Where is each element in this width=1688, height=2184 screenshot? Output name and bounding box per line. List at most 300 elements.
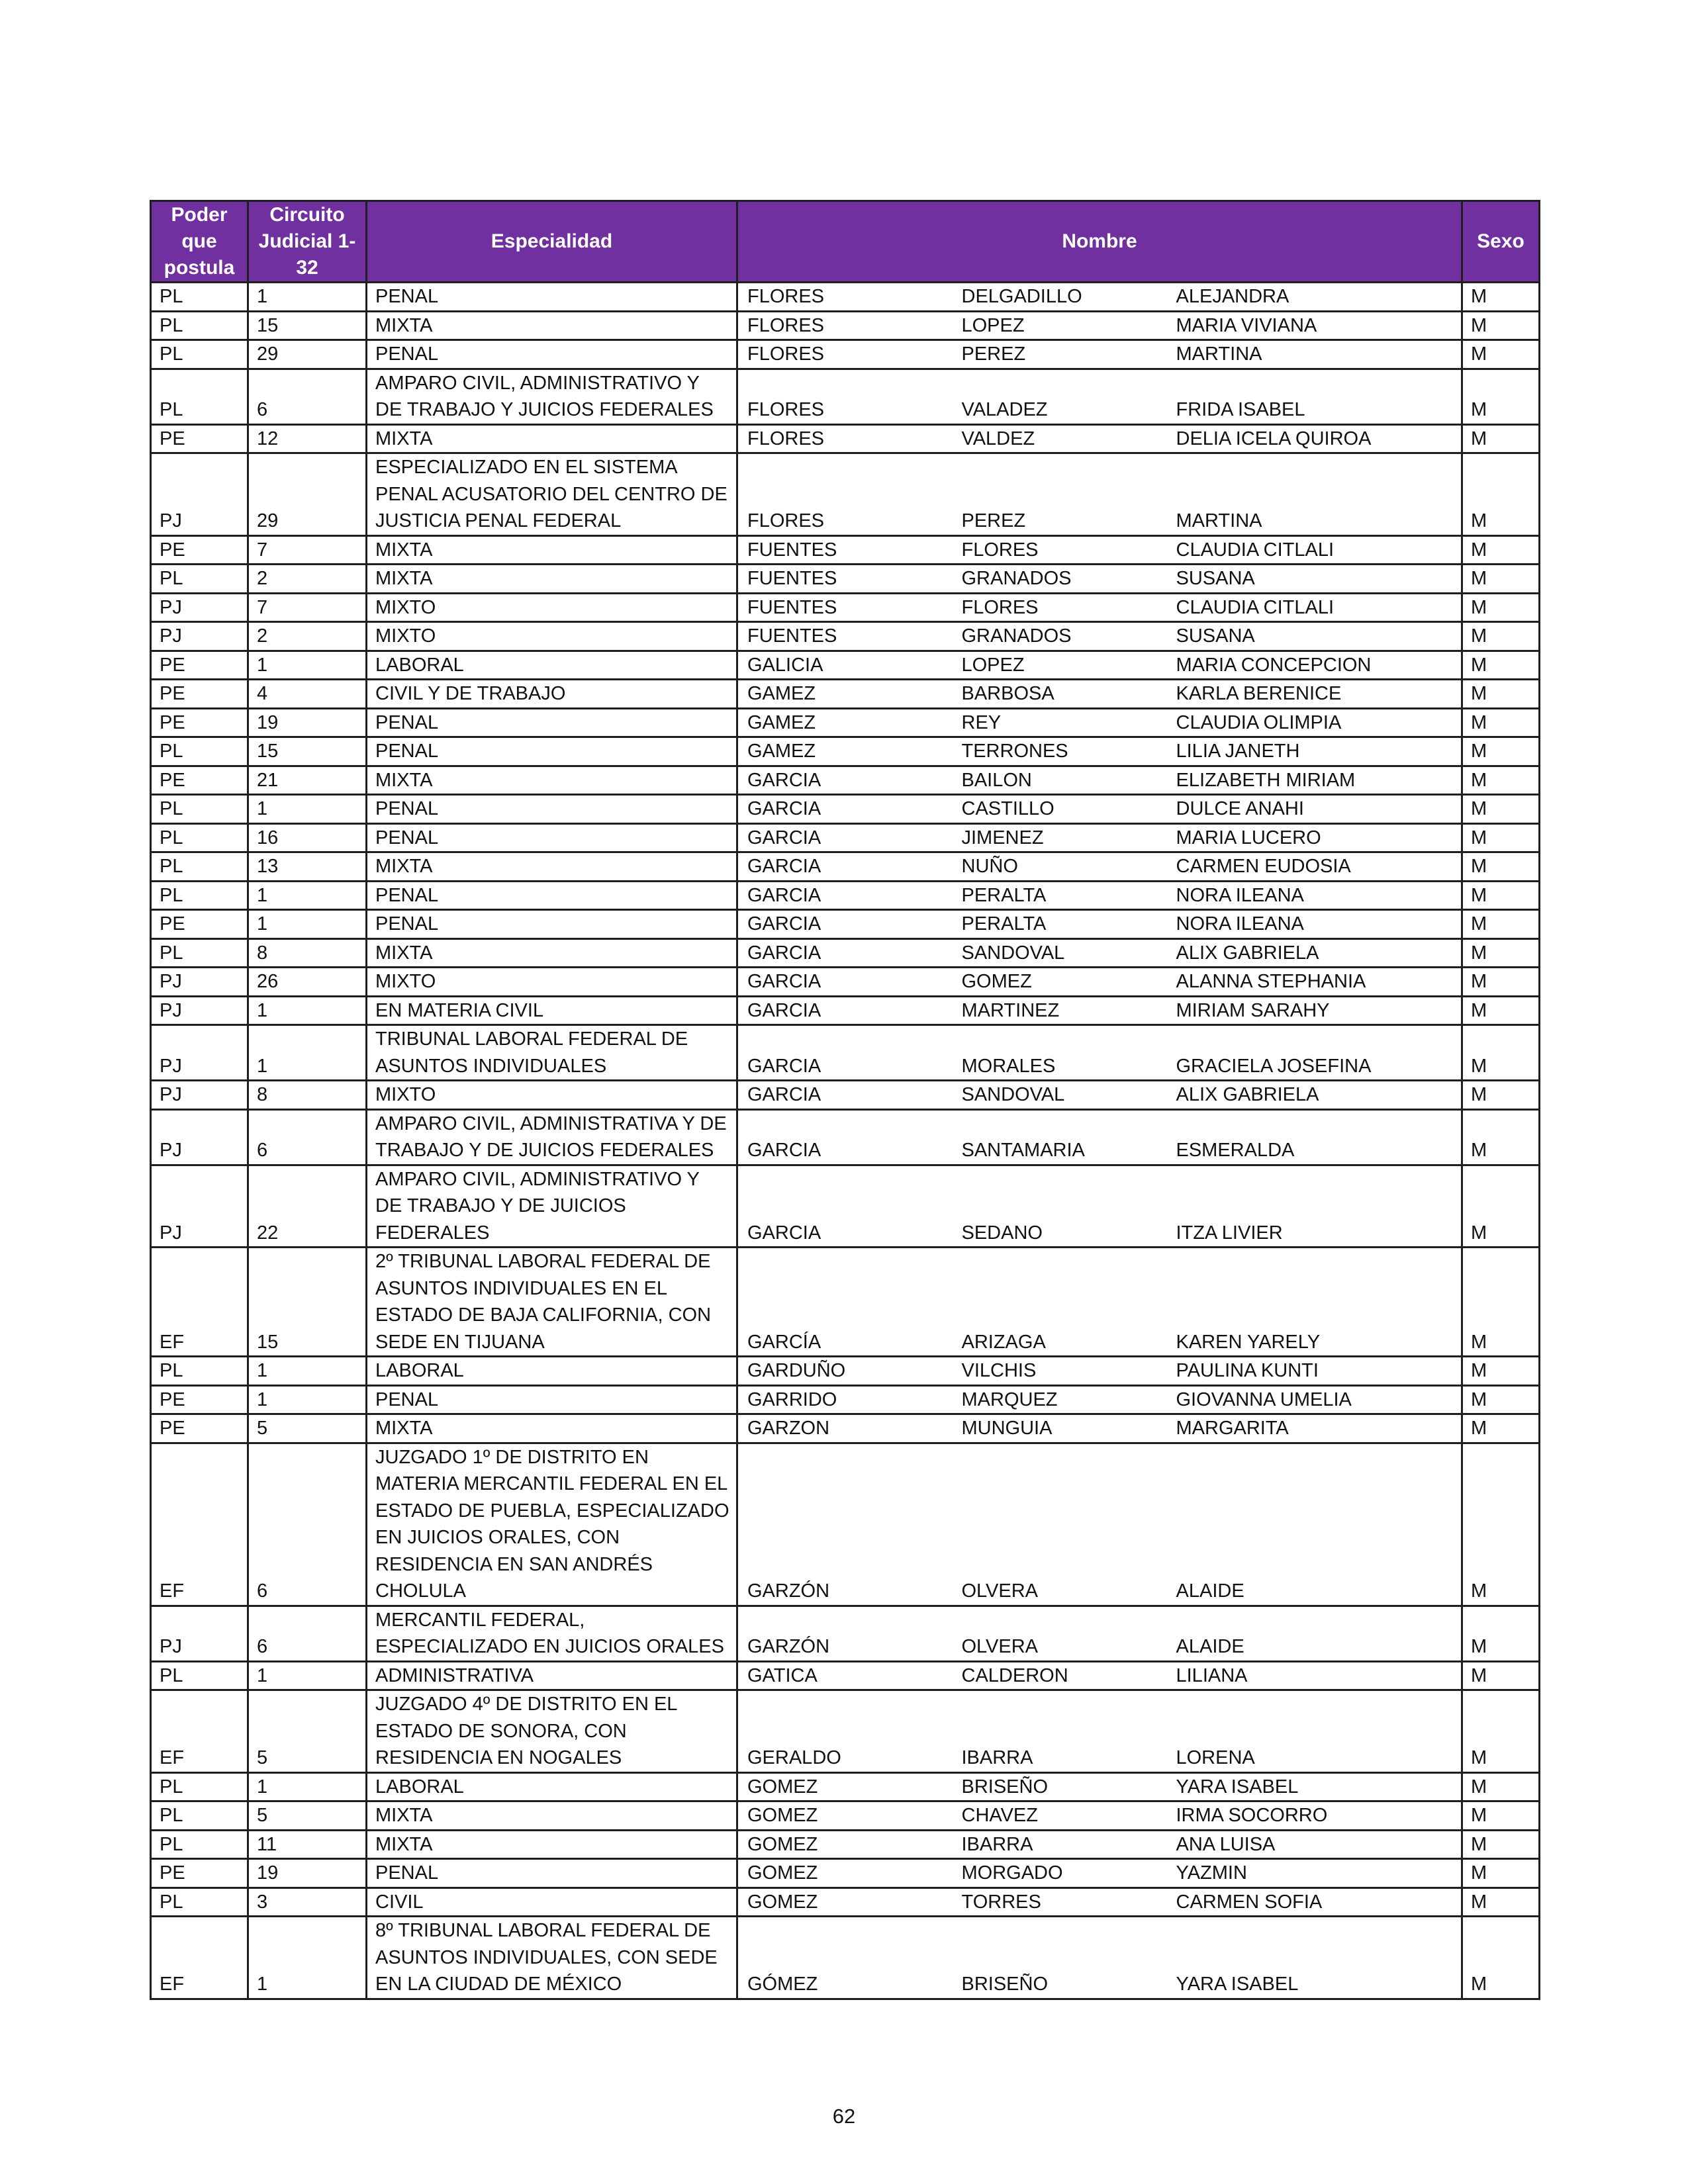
- poder-cell: PL: [151, 938, 248, 968]
- sexo-cell: M: [1462, 795, 1540, 824]
- apellido-materno-cell: MUNGUIA: [953, 1414, 1167, 1443]
- sexo-cell: M: [1462, 680, 1540, 709]
- circuito-cell: 19: [248, 1859, 367, 1888]
- sexo-cell: M: [1462, 1917, 1540, 1999]
- table-row: [151, 996, 1540, 1025]
- nombres-cell: GRACIELA JOSEFINA: [1167, 1025, 1462, 1081]
- table-row: [151, 766, 1540, 795]
- especialidad-cell: PENAL: [367, 708, 737, 737]
- especialidad-cell: MIXTA: [367, 766, 737, 795]
- table-row: [151, 680, 1540, 709]
- especialidad-cell: JUZGADO 1º DE DISTRITO EN MATERIA MERCANTIL FEDERAL EN EL ESTADO DE PUEBLA, ESPECIALIZADO EN JUICIOS ORALES, CON RESIDENCIA EN SAN ANDRÉS CHOLULA: [367, 1443, 737, 1606]
- sexo-cell: M: [1462, 1772, 1540, 1801]
- apellido-materno-cell: DELGADILLO: [953, 283, 1167, 312]
- especialidad-cell: LABORAL: [367, 651, 737, 680]
- apellido-paterno-cell: GARCIA: [737, 1081, 953, 1110]
- nombres-cell: MARIA VIVIANA: [1167, 311, 1462, 340]
- apellido-paterno-cell: GARCIA: [737, 1109, 953, 1165]
- apellido-materno-cell: BRISEÑO: [953, 1917, 1167, 1999]
- nombres-cell: MARIA LUCERO: [1167, 823, 1462, 852]
- apellido-paterno-cell: GOMEZ: [737, 1772, 953, 1801]
- apellido-materno-cell: TERRONES: [953, 737, 1167, 766]
- nombres-cell: MARIA CONCEPCION: [1167, 651, 1462, 680]
- apellido-paterno-cell: GOMEZ: [737, 1888, 953, 1917]
- especialidad-cell: MERCANTIL FEDERAL, ESPECIALIZADO EN JUICIOS ORALES: [367, 1606, 737, 1661]
- circuito-cell: 8: [248, 1081, 367, 1110]
- circuito-cell: 15: [248, 311, 367, 340]
- circuito-cell: 7: [248, 535, 367, 565]
- sexo-cell: M: [1462, 1414, 1540, 1443]
- poder-cell: PL: [151, 369, 248, 424]
- table-row: [151, 1248, 1540, 1357]
- sexo-cell: M: [1462, 1859, 1540, 1888]
- nombres-cell: CARMEN SOFIA: [1167, 1888, 1462, 1917]
- table-row: [151, 1357, 1540, 1386]
- circuito-cell: 5: [248, 1414, 367, 1443]
- page-number: 62: [832, 2105, 856, 2128]
- circuito-cell: 11: [248, 1830, 367, 1859]
- table-row: [151, 708, 1540, 737]
- circuito-cell: 19: [248, 708, 367, 737]
- sexo-cell: M: [1462, 1801, 1540, 1831]
- especialidad-cell: MIXTA: [367, 1414, 737, 1443]
- poder-cell: PL: [151, 881, 248, 910]
- poder-cell: PJ: [151, 968, 248, 997]
- sexo-cell: M: [1462, 881, 1540, 910]
- apellido-materno-cell: IBARRA: [953, 1690, 1167, 1773]
- poder-cell: PJ: [151, 593, 248, 622]
- nombres-cell: FRIDA ISABEL: [1167, 369, 1462, 424]
- apellido-materno-cell: BRISEÑO: [953, 1772, 1167, 1801]
- especialidad-cell: MIXTA: [367, 311, 737, 340]
- sexo-cell: M: [1462, 453, 1540, 536]
- apellido-materno-cell: IBARRA: [953, 1830, 1167, 1859]
- poder-cell: PL: [151, 311, 248, 340]
- table-row: [151, 1025, 1540, 1081]
- sexo-cell: M: [1462, 1025, 1540, 1081]
- especialidad-cell: CIVIL: [367, 1888, 737, 1917]
- table-row: [151, 1606, 1540, 1661]
- apellido-materno-cell: TORRES: [953, 1888, 1167, 1917]
- apellido-paterno-cell: GOMEZ: [737, 1801, 953, 1831]
- poder-cell: PJ: [151, 1025, 248, 1081]
- apellido-paterno-cell: GOMEZ: [737, 1859, 953, 1888]
- poder-cell: PL: [151, 565, 248, 594]
- poder-cell: PE: [151, 766, 248, 795]
- nombres-cell: ITZA LIVIER: [1167, 1165, 1462, 1248]
- apellido-paterno-cell: GARCÍA: [737, 1248, 953, 1357]
- circuito-cell: 29: [248, 340, 367, 369]
- table-row: [151, 311, 1540, 340]
- apellido-paterno-cell: GARCIA: [737, 910, 953, 939]
- circuito-cell: 1: [248, 996, 367, 1025]
- sexo-cell: M: [1462, 1385, 1540, 1414]
- apellido-paterno-cell: GARCIA: [737, 938, 953, 968]
- circuito-cell: 1: [248, 795, 367, 824]
- especialidad-cell: PENAL: [367, 737, 737, 766]
- table-row: [151, 1859, 1540, 1888]
- poder-cell: PE: [151, 651, 248, 680]
- table-row: [151, 1109, 1540, 1165]
- apellido-materno-cell: MARQUEZ: [953, 1385, 1167, 1414]
- especialidad-cell: PENAL: [367, 1859, 737, 1888]
- table-row: [151, 622, 1540, 651]
- table-row: [151, 1690, 1540, 1773]
- apellido-paterno-cell: GARCIA: [737, 766, 953, 795]
- apellido-paterno-cell: FLORES: [737, 283, 953, 312]
- table-row: [151, 340, 1540, 369]
- circuito-cell: 4: [248, 680, 367, 709]
- circuito-cell: 6: [248, 1109, 367, 1165]
- sexo-cell: M: [1462, 737, 1540, 766]
- circuito-cell: 1: [248, 1661, 367, 1690]
- table-row: [151, 283, 1540, 312]
- apellido-paterno-cell: FLORES: [737, 369, 953, 424]
- nombres-cell: ALIX GABRIELA: [1167, 1081, 1462, 1110]
- apellido-materno-cell: CHAVEZ: [953, 1801, 1167, 1831]
- apellido-paterno-cell: GAMEZ: [737, 708, 953, 737]
- header-sexo: Sexo: [1462, 201, 1540, 283]
- especialidad-cell: PENAL: [367, 283, 737, 312]
- apellido-paterno-cell: GARDUÑO: [737, 1357, 953, 1386]
- header-poder: Poder que postula: [151, 201, 248, 283]
- table-row: [151, 535, 1540, 565]
- apellido-materno-cell: LOPEZ: [953, 651, 1167, 680]
- nombres-cell: LILIA JANETH: [1167, 737, 1462, 766]
- sexo-cell: M: [1462, 1357, 1540, 1386]
- especialidad-cell: PENAL: [367, 340, 737, 369]
- sexo-cell: M: [1462, 996, 1540, 1025]
- especialidad-cell: 2º TRIBUNAL LABORAL FEDERAL DE ASUNTOS INDIVIDUALES EN EL ESTADO DE BAJA CALIFORNIA, CON SEDE EN TIJUANA: [367, 1248, 737, 1357]
- sexo-cell: M: [1462, 852, 1540, 882]
- especialidad-cell: MIXTA: [367, 535, 737, 565]
- poder-cell: PL: [151, 1830, 248, 1859]
- sexo-cell: M: [1462, 651, 1540, 680]
- apellido-paterno-cell: GARCIA: [737, 1025, 953, 1081]
- poder-cell: PL: [151, 795, 248, 824]
- apellido-paterno-cell: GARCIA: [737, 881, 953, 910]
- sexo-cell: M: [1462, 1165, 1540, 1248]
- nombres-cell: YARA ISABEL: [1167, 1772, 1462, 1801]
- sexo-cell: M: [1462, 424, 1540, 453]
- table-row: [151, 910, 1540, 939]
- poder-cell: PE: [151, 1859, 248, 1888]
- apellido-materno-cell: MORGADO: [953, 1859, 1167, 1888]
- circuito-cell: 5: [248, 1690, 367, 1773]
- sexo-cell: M: [1462, 622, 1540, 651]
- circuito-cell: 29: [248, 453, 367, 536]
- nombres-cell: SUSANA: [1167, 622, 1462, 651]
- sexo-cell: M: [1462, 708, 1540, 737]
- header-nombre: Nombre: [737, 201, 1462, 283]
- nombres-cell: ELIZABETH MIRIAM: [1167, 766, 1462, 795]
- apellido-materno-cell: PERALTA: [953, 881, 1167, 910]
- poder-cell: PL: [151, 1801, 248, 1831]
- table-row: [151, 968, 1540, 997]
- table-row: [151, 795, 1540, 824]
- apellido-materno-cell: NUÑO: [953, 852, 1167, 882]
- especialidad-cell: AMPARO CIVIL, ADMINISTRATIVO Y DE TRABAJO Y JUICIOS FEDERALES: [367, 369, 737, 424]
- poder-cell: PE: [151, 910, 248, 939]
- nombres-cell: ESMERALDA: [1167, 1109, 1462, 1165]
- poder-cell: PL: [151, 283, 248, 312]
- circuito-cell: 6: [248, 1443, 367, 1606]
- apellido-materno-cell: SANTAMARIA: [953, 1109, 1167, 1165]
- table-row: [151, 1830, 1540, 1859]
- sexo-cell: M: [1462, 910, 1540, 939]
- table-row: [151, 1888, 1540, 1917]
- apellido-paterno-cell: GARRIDO: [737, 1385, 953, 1414]
- table-row: [151, 1385, 1540, 1414]
- nombres-cell: KARLA BERENICE: [1167, 680, 1462, 709]
- apellido-materno-cell: LOPEZ: [953, 311, 1167, 340]
- especialidad-cell: PENAL: [367, 823, 737, 852]
- apellido-paterno-cell: FUENTES: [737, 622, 953, 651]
- apellido-paterno-cell: GARCIA: [737, 968, 953, 997]
- header-circuito: Circuito Judicial 1-32: [248, 201, 367, 283]
- apellido-paterno-cell: FUENTES: [737, 535, 953, 565]
- especialidad-cell: JUZGADO 4º DE DISTRITO EN EL ESTADO DE SONORA, CON RESIDENCIA EN NOGALES: [367, 1690, 737, 1773]
- circuito-cell: 6: [248, 369, 367, 424]
- table-row: [151, 823, 1540, 852]
- nombres-cell: LILIANA: [1167, 1661, 1462, 1690]
- circuito-cell: 1: [248, 283, 367, 312]
- circuito-cell: 13: [248, 852, 367, 882]
- header-especialidad: Especialidad: [367, 201, 737, 283]
- circuito-cell: 1: [248, 1357, 367, 1386]
- table-row: [151, 453, 1540, 536]
- table-row: [151, 852, 1540, 882]
- especialidad-cell: ADMINISTRATIVA: [367, 1661, 737, 1690]
- nombres-cell: ALANNA STEPHANIA: [1167, 968, 1462, 997]
- apellido-paterno-cell: GERALDO: [737, 1690, 953, 1773]
- sexo-cell: M: [1462, 1830, 1540, 1859]
- poder-cell: PJ: [151, 1081, 248, 1110]
- apellido-materno-cell: PEREZ: [953, 340, 1167, 369]
- circuito-cell: 8: [248, 938, 367, 968]
- poder-cell: EF: [151, 1248, 248, 1357]
- apellido-paterno-cell: GARCIA: [737, 1165, 953, 1248]
- table-row: [151, 1917, 1540, 1999]
- poder-cell: PL: [151, 1357, 248, 1386]
- apellido-materno-cell: VALDEZ: [953, 424, 1167, 453]
- nombres-cell: CLAUDIA OLIMPIA: [1167, 708, 1462, 737]
- apellido-materno-cell: CASTILLO: [953, 795, 1167, 824]
- apellido-paterno-cell: GARZON: [737, 1414, 953, 1443]
- circuito-cell: 22: [248, 1165, 367, 1248]
- poder-cell: EF: [151, 1443, 248, 1606]
- poder-cell: PE: [151, 680, 248, 709]
- circuito-cell: 26: [248, 968, 367, 997]
- nombres-cell: MARTINA: [1167, 340, 1462, 369]
- nombres-cell: MARTINA: [1167, 453, 1462, 536]
- nombres-cell: DULCE ANAHI: [1167, 795, 1462, 824]
- poder-cell: PJ: [151, 622, 248, 651]
- especialidad-cell: AMPARO CIVIL, ADMINISTRATIVO Y DE TRABAJO Y DE JUICIOS FEDERALES: [367, 1165, 737, 1248]
- apellido-materno-cell: MORALES: [953, 1025, 1167, 1081]
- nombres-cell: PAULINA KUNTI: [1167, 1357, 1462, 1386]
- especialidad-cell: MIXTA: [367, 852, 737, 882]
- apellido-materno-cell: VILCHIS: [953, 1357, 1167, 1386]
- especialidad-cell: LABORAL: [367, 1357, 737, 1386]
- table-row: [151, 881, 1540, 910]
- circuito-cell: 3: [248, 1888, 367, 1917]
- nombres-cell: CLAUDIA CITLALI: [1167, 593, 1462, 622]
- apellido-materno-cell: FLORES: [953, 593, 1167, 622]
- apellido-paterno-cell: FLORES: [737, 424, 953, 453]
- poder-cell: EF: [151, 1690, 248, 1773]
- apellido-paterno-cell: GARCIA: [737, 823, 953, 852]
- table-row: [151, 1081, 1540, 1110]
- table-row: [151, 1414, 1540, 1443]
- poder-cell: PE: [151, 708, 248, 737]
- apellido-paterno-cell: FUENTES: [737, 593, 953, 622]
- circuito-cell: 15: [248, 1248, 367, 1357]
- circuito-cell: 16: [248, 823, 367, 852]
- table-row: [151, 1165, 1540, 1248]
- sexo-cell: M: [1462, 311, 1540, 340]
- especialidad-cell: MIXTO: [367, 622, 737, 651]
- table-body: [151, 283, 1540, 1999]
- sexo-cell: M: [1462, 535, 1540, 565]
- especialidad-cell: MIXTO: [367, 968, 737, 997]
- table-row: [151, 565, 1540, 594]
- nombres-cell: ALAIDE: [1167, 1606, 1462, 1661]
- nombres-cell: KAREN YARELY: [1167, 1248, 1462, 1357]
- circuito-cell: 2: [248, 565, 367, 594]
- poder-cell: PJ: [151, 453, 248, 536]
- apellido-materno-cell: PEREZ: [953, 453, 1167, 536]
- nombres-cell: ALIX GABRIELA: [1167, 938, 1462, 968]
- apellido-paterno-cell: GAMEZ: [737, 680, 953, 709]
- circuito-cell: 7: [248, 593, 367, 622]
- apellido-materno-cell: OLVERA: [953, 1606, 1167, 1661]
- nombres-cell: SUSANA: [1167, 565, 1462, 594]
- especialidad-cell: EN MATERIA CIVIL: [367, 996, 737, 1025]
- especialidad-cell: PENAL: [367, 910, 737, 939]
- circuito-cell: 1: [248, 1772, 367, 1801]
- table-row: [151, 737, 1540, 766]
- sexo-cell: M: [1462, 1248, 1540, 1357]
- sexo-cell: M: [1462, 1606, 1540, 1661]
- circuito-cell: 1: [248, 1025, 367, 1081]
- nombres-cell: DELIA ICELA QUIROA: [1167, 424, 1462, 453]
- sexo-cell: M: [1462, 1081, 1540, 1110]
- nombres-cell: MIRIAM SARAHY: [1167, 996, 1462, 1025]
- nombres-cell: MARGARITA: [1167, 1414, 1462, 1443]
- sexo-cell: M: [1462, 766, 1540, 795]
- nombres-cell: CLAUDIA CITLALI: [1167, 535, 1462, 565]
- especialidad-cell: PENAL: [367, 795, 737, 824]
- sexo-cell: M: [1462, 938, 1540, 968]
- apellido-materno-cell: ARIZAGA: [953, 1248, 1167, 1357]
- especialidad-cell: MIXTO: [367, 593, 737, 622]
- poder-cell: PL: [151, 1772, 248, 1801]
- poder-cell: EF: [151, 1917, 248, 1999]
- sexo-cell: M: [1462, 565, 1540, 594]
- sexo-cell: M: [1462, 1443, 1540, 1606]
- especialidad-cell: ESPECIALIZADO EN EL SISTEMA PENAL ACUSATORIO DEL CENTRO DE JUSTICIA PENAL FEDERAL: [367, 453, 737, 536]
- sexo-cell: M: [1462, 283, 1540, 312]
- nombres-cell: CARMEN EUDOSIA: [1167, 852, 1462, 882]
- apellido-materno-cell: REY: [953, 708, 1167, 737]
- apellido-paterno-cell: GARCIA: [737, 852, 953, 882]
- nombres-cell: YAZMIN: [1167, 1859, 1462, 1888]
- nombres-cell: ALEJANDRA: [1167, 283, 1462, 312]
- poder-cell: PE: [151, 1385, 248, 1414]
- circuito-cell: 21: [248, 766, 367, 795]
- nombres-cell: NORA ILEANA: [1167, 881, 1462, 910]
- circuito-cell: 1: [248, 651, 367, 680]
- especialidad-cell: TRIBUNAL LABORAL FEDERAL DE ASUNTOS INDIVIDUALES: [367, 1025, 737, 1081]
- apellido-paterno-cell: GARZÓN: [737, 1606, 953, 1661]
- poder-cell: PE: [151, 424, 248, 453]
- especialidad-cell: MIXTA: [367, 938, 737, 968]
- apellido-paterno-cell: FLORES: [737, 340, 953, 369]
- nombres-cell: IRMA SOCORRO: [1167, 1801, 1462, 1831]
- apellido-paterno-cell: GALICIA: [737, 651, 953, 680]
- table-row: [151, 593, 1540, 622]
- especialidad-cell: 8º TRIBUNAL LABORAL FEDERAL DE ASUNTOS INDIVIDUALES, CON SEDE EN LA CIUDAD DE MÉXICO: [367, 1917, 737, 1999]
- apellido-paterno-cell: GATICA: [737, 1661, 953, 1690]
- sexo-cell: M: [1462, 968, 1540, 997]
- poder-cell: PL: [151, 340, 248, 369]
- nombres-cell: ALAIDE: [1167, 1443, 1462, 1606]
- poder-cell: PE: [151, 1414, 248, 1443]
- nombres-cell: YARA ISABEL: [1167, 1917, 1462, 1999]
- poder-cell: PL: [151, 1661, 248, 1690]
- candidates-table: [150, 200, 1540, 2000]
- especialidad-cell: MIXTA: [367, 565, 737, 594]
- especialidad-cell: PENAL: [367, 1385, 737, 1414]
- especialidad-cell: CIVIL Y DE TRABAJO: [367, 680, 737, 709]
- table-row: [151, 369, 1540, 424]
- apellido-paterno-cell: FUENTES: [737, 565, 953, 594]
- nombres-cell: GIOVANNA UMELIA: [1167, 1385, 1462, 1414]
- nombres-cell: NORA ILEANA: [1167, 910, 1462, 939]
- nombres-cell: ANA LUISA: [1167, 1830, 1462, 1859]
- apellido-materno-cell: FLORES: [953, 535, 1167, 565]
- apellido-materno-cell: BAILON: [953, 766, 1167, 795]
- apellido-materno-cell: BARBOSA: [953, 680, 1167, 709]
- apellido-paterno-cell: GARZÓN: [737, 1443, 953, 1606]
- apellido-paterno-cell: GARCIA: [737, 996, 953, 1025]
- apellido-materno-cell: SEDANO: [953, 1165, 1167, 1248]
- apellido-materno-cell: GRANADOS: [953, 622, 1167, 651]
- poder-cell: PJ: [151, 1606, 248, 1661]
- circuito-cell: 2: [248, 622, 367, 651]
- especialidad-cell: PENAL: [367, 881, 737, 910]
- sexo-cell: M: [1462, 369, 1540, 424]
- table-row: [151, 1443, 1540, 1606]
- especialidad-cell: LABORAL: [367, 1772, 737, 1801]
- sexo-cell: M: [1462, 1690, 1540, 1773]
- especialidad-cell: MIXTA: [367, 1801, 737, 1831]
- circuito-cell: 6: [248, 1606, 367, 1661]
- especialidad-cell: MIXTA: [367, 1830, 737, 1859]
- especialidad-cell: AMPARO CIVIL, ADMINISTRATIVA Y DE TRABAJO Y DE JUICIOS FEDERALES: [367, 1109, 737, 1165]
- table-row: [151, 424, 1540, 453]
- poder-cell: PL: [151, 852, 248, 882]
- apellido-paterno-cell: GAMEZ: [737, 737, 953, 766]
- table-header-row: [151, 201, 1540, 283]
- apellido-materno-cell: CALDERON: [953, 1661, 1167, 1690]
- sexo-cell: M: [1462, 1888, 1540, 1917]
- sexo-cell: M: [1462, 593, 1540, 622]
- table-row: [151, 1801, 1540, 1831]
- circuito-cell: 12: [248, 424, 367, 453]
- apellido-paterno-cell: FLORES: [737, 453, 953, 536]
